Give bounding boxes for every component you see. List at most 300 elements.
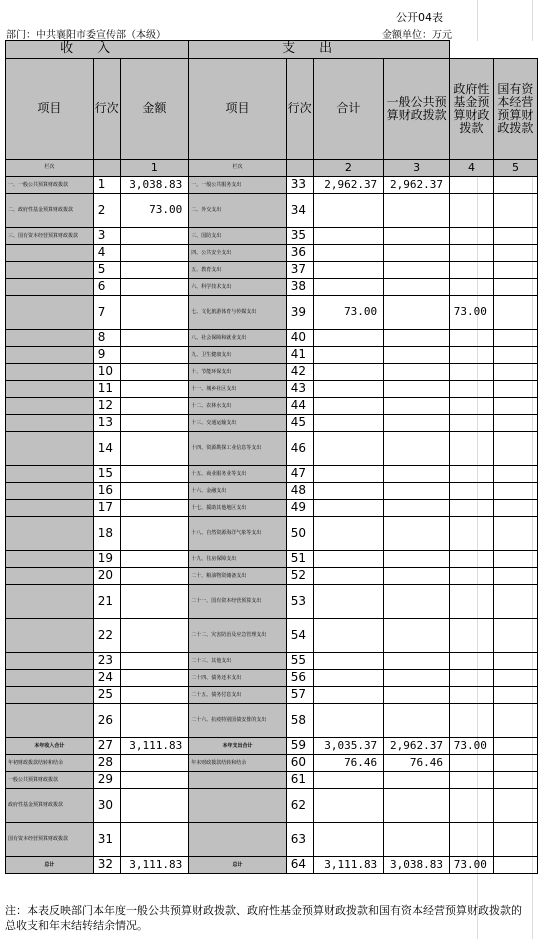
gov-fund-header: 政府性基金预算财政拨款 xyxy=(450,59,494,160)
gov-fund-amount xyxy=(450,364,494,381)
general-budget-amount xyxy=(384,432,450,466)
section-row xyxy=(6,41,538,59)
income-line: 13 xyxy=(93,415,120,432)
income-line: 2 xyxy=(93,194,120,228)
general-budget-amount xyxy=(384,347,450,364)
income-amount xyxy=(120,279,189,296)
expense-item: 四、公共安全支出 xyxy=(189,245,286,262)
income-amount xyxy=(120,398,189,415)
general-budget-amount xyxy=(384,772,450,789)
table-row xyxy=(6,500,538,517)
table-row xyxy=(6,347,538,364)
state-capital-amount xyxy=(493,619,537,653)
expense-line: 52 xyxy=(286,568,313,585)
income-item xyxy=(6,585,94,619)
state-capital-amount xyxy=(493,687,537,704)
income-line: 5 xyxy=(93,262,120,279)
table-row xyxy=(6,568,538,585)
income-line: 24 xyxy=(93,670,120,687)
gov-fund-amount xyxy=(450,704,494,738)
income-item xyxy=(6,330,94,347)
total-amount xyxy=(313,330,384,347)
expense-line: 51 xyxy=(286,551,313,568)
expense-line: 63 xyxy=(286,823,313,857)
expense-item: 二十一、国有资本经营预算支出 xyxy=(189,585,286,619)
expense-line: 40 xyxy=(286,330,313,347)
expense-line: 34 xyxy=(286,194,313,228)
state-capital-amount xyxy=(493,823,537,857)
income-item xyxy=(6,279,94,296)
expense-item: 十八、自然资源海洋气象等支出 xyxy=(189,517,286,551)
income-item xyxy=(6,347,94,364)
expense-line: 55 xyxy=(286,653,313,670)
gov-fund-amount xyxy=(450,245,494,262)
total-amount xyxy=(313,500,384,517)
income-item xyxy=(6,653,94,670)
income-amount xyxy=(120,432,189,466)
total-amount xyxy=(313,585,384,619)
expense-line: 58 xyxy=(286,704,313,738)
income-line: 32 xyxy=(93,857,120,874)
index-state-capital: 5 xyxy=(493,160,537,177)
income-line: 21 xyxy=(93,585,120,619)
total-amount xyxy=(313,245,384,262)
gov-fund-amount xyxy=(450,619,494,653)
income-amount xyxy=(120,755,189,772)
general-budget-amount xyxy=(384,398,450,415)
general-budget-amount: 76.46 xyxy=(384,755,450,772)
income-item xyxy=(6,500,94,517)
table-row xyxy=(6,466,538,483)
income-line: 4 xyxy=(93,245,120,262)
expense-line: 62 xyxy=(286,789,313,823)
income-amount-header: 金额 xyxy=(120,59,189,160)
total-amount xyxy=(313,279,384,296)
state-capital-amount xyxy=(493,653,537,670)
income-amount: 3,111.83 xyxy=(120,857,189,874)
gov-fund-amount xyxy=(450,415,494,432)
expense-item: 二、外交支出 xyxy=(189,194,286,228)
expense-line: 60 xyxy=(286,755,313,772)
expense-item: 七、文化旅游体育与传媒支出 xyxy=(189,296,286,330)
state-capital-amount xyxy=(493,415,537,432)
income-line: 27 xyxy=(93,738,120,755)
total-amount xyxy=(313,568,384,585)
income-line: 22 xyxy=(93,619,120,653)
gov-fund-amount xyxy=(450,500,494,517)
table-row xyxy=(6,704,538,738)
unit-label: 金额单位：万元 xyxy=(382,30,452,41)
table-row xyxy=(6,228,538,245)
income-amount xyxy=(120,687,189,704)
income-amount xyxy=(120,330,189,347)
table-row xyxy=(6,789,538,823)
expense-line: 45 xyxy=(286,415,313,432)
table-row xyxy=(6,194,538,228)
finance-table xyxy=(5,40,538,874)
total-amount xyxy=(313,789,384,823)
income-item xyxy=(6,704,94,738)
income-item xyxy=(6,483,94,500)
income-amount xyxy=(120,789,189,823)
expense-item: 二十三、其他支出 xyxy=(189,653,286,670)
expense-item: 十九、住房保障支出 xyxy=(189,551,286,568)
expense-line: 53 xyxy=(286,585,313,619)
table-row xyxy=(6,483,538,500)
income-line: 23 xyxy=(93,653,120,670)
income-line: 20 xyxy=(93,568,120,585)
expense-item: 五、教育支出 xyxy=(189,262,286,279)
general-budget-amount xyxy=(384,279,450,296)
general-budget-amount: 2,962.37 xyxy=(384,738,450,755)
expense-item: 十三、交通运输支出 xyxy=(189,415,286,432)
income-amount xyxy=(120,483,189,500)
expense-item: 十一、城乡社区支出 xyxy=(189,381,286,398)
state-capital-amount xyxy=(493,262,537,279)
table-row xyxy=(6,687,538,704)
general-budget-amount xyxy=(384,228,450,245)
expense-line: 44 xyxy=(286,398,313,415)
income-amount xyxy=(120,670,189,687)
table-row xyxy=(6,279,538,296)
expense-item-header: 项目 xyxy=(189,59,286,160)
table-row xyxy=(6,619,538,653)
gov-fund-amount xyxy=(450,823,494,857)
income-item: 三、国有资本经营预算财政拨款 xyxy=(6,228,94,245)
general-budget-amount xyxy=(384,500,450,517)
expense-item: 年末财政拨款结转和结余 xyxy=(189,755,286,772)
expense-line: 54 xyxy=(286,619,313,653)
general-budget-amount xyxy=(384,704,450,738)
total-amount xyxy=(313,772,384,789)
income-line: 26 xyxy=(93,704,120,738)
expense-item: 十五、商业服务业等支出 xyxy=(189,466,286,483)
general-budget-amount xyxy=(384,483,450,500)
index-general: 3 xyxy=(384,160,450,177)
income-line: 12 xyxy=(93,398,120,415)
income-item xyxy=(6,398,94,415)
gov-fund-amount xyxy=(450,585,494,619)
gov-fund-amount xyxy=(450,789,494,823)
general-budget-amount xyxy=(384,789,450,823)
index-gov-fund: 4 xyxy=(450,160,494,177)
gov-fund-amount: 73.00 xyxy=(450,296,494,330)
total-amount: 2,962.37 xyxy=(313,177,384,194)
state-capital-amount xyxy=(493,245,537,262)
income-amount xyxy=(120,517,189,551)
state-capital-amount xyxy=(493,381,537,398)
expense-item xyxy=(189,823,286,857)
index-income-amount: 1 xyxy=(120,160,189,177)
expense-line: 64 xyxy=(286,857,313,874)
state-capital-amount xyxy=(493,194,537,228)
table-row xyxy=(6,245,538,262)
income-item xyxy=(6,619,94,653)
expense-line: 49 xyxy=(286,500,313,517)
gov-fund-amount xyxy=(450,670,494,687)
income-amount xyxy=(120,415,189,432)
index-expense-line xyxy=(286,160,313,177)
income-amount xyxy=(120,347,189,364)
table-row xyxy=(6,755,538,772)
expense-line: 39 xyxy=(286,296,313,330)
general-budget-amount xyxy=(384,517,450,551)
total-amount: 76.46 xyxy=(313,755,384,772)
total-amount xyxy=(313,398,384,415)
gov-fund-amount xyxy=(450,194,494,228)
income-line: 31 xyxy=(93,823,120,857)
expense-item: 九、卫生健康支出 xyxy=(189,347,286,364)
column-index-row xyxy=(6,160,538,177)
table-row xyxy=(6,772,538,789)
expense-line: 37 xyxy=(286,262,313,279)
income-item xyxy=(6,670,94,687)
gov-fund-amount xyxy=(450,398,494,415)
table-note: 注：本表反映部门本年度一般公共预算财政拨款、政府性基金预算财政拨款和国有资本经营预算财政拨款的总收支和年末结转结余情况。 xyxy=(5,904,522,932)
index-income-item: 栏次 xyxy=(6,160,94,177)
general-budget-amount xyxy=(384,568,450,585)
table-row xyxy=(6,330,538,347)
income-item xyxy=(6,415,94,432)
income-item xyxy=(6,364,94,381)
income-line: 15 xyxy=(93,466,120,483)
income-amount xyxy=(120,772,189,789)
income-amount xyxy=(120,704,189,738)
table-row xyxy=(6,551,538,568)
total-amount xyxy=(313,653,384,670)
gov-fund-amount xyxy=(450,517,494,551)
income-item xyxy=(6,296,94,330)
index-total: 2 xyxy=(313,160,384,177)
total-amount xyxy=(313,262,384,279)
expense-line: 61 xyxy=(286,772,313,789)
general-budget-amount xyxy=(384,585,450,619)
income-item xyxy=(6,262,94,279)
table-row xyxy=(6,381,538,398)
gov-fund-amount xyxy=(450,432,494,466)
general-budget-amount xyxy=(384,670,450,687)
expense-line: 50 xyxy=(286,517,313,551)
form-code: 公开04表 xyxy=(396,11,443,24)
income-line: 7 xyxy=(93,296,120,330)
income-item xyxy=(6,687,94,704)
expense-item: 十、节能环保支出 xyxy=(189,364,286,381)
income-amount: 73.00 xyxy=(120,194,189,228)
total-amount xyxy=(313,194,384,228)
income-line: 29 xyxy=(93,772,120,789)
gov-fund-amount xyxy=(450,466,494,483)
state-capital-amount xyxy=(493,228,537,245)
expense-line-header: 行次 xyxy=(286,59,313,160)
expense-line: 41 xyxy=(286,347,313,364)
income-amount xyxy=(120,381,189,398)
gov-fund-amount xyxy=(450,772,494,789)
expense-item: 二十、粮油物资储备支出 xyxy=(189,568,286,585)
total-amount xyxy=(313,483,384,500)
expense-item xyxy=(189,789,286,823)
general-budget-amount xyxy=(384,262,450,279)
total-amount xyxy=(313,823,384,857)
total-amount xyxy=(313,551,384,568)
income-item: 一、一般公共预算财政拨款 xyxy=(6,177,94,194)
state-capital-amount xyxy=(493,330,537,347)
total-amount xyxy=(313,432,384,466)
expense-line: 33 xyxy=(286,177,313,194)
total-amount xyxy=(313,415,384,432)
state-capital-amount xyxy=(493,483,537,500)
expense-line: 43 xyxy=(286,381,313,398)
general-budget-amount: 2,962.37 xyxy=(384,177,450,194)
income-line: 3 xyxy=(93,228,120,245)
gov-fund-amount xyxy=(450,347,494,364)
income-item-header: 项目 xyxy=(6,59,94,160)
income-amount xyxy=(120,585,189,619)
expense-item: 十七、援助其他地区支出 xyxy=(189,500,286,517)
total-amount xyxy=(313,228,384,245)
total-amount xyxy=(313,704,384,738)
table-row xyxy=(6,823,538,857)
income-amount xyxy=(120,245,189,262)
table-row xyxy=(6,670,538,687)
gov-fund-amount xyxy=(450,262,494,279)
income-line: 16 xyxy=(93,483,120,500)
state-capital-amount xyxy=(493,177,537,194)
state-capital-amount xyxy=(493,738,537,755)
expense-line: 57 xyxy=(286,687,313,704)
income-amount: 3,038.83 xyxy=(120,177,189,194)
state-capital-amount xyxy=(493,398,537,415)
general-budget-amount xyxy=(384,245,450,262)
expense-item: 十二、农林水支出 xyxy=(189,398,286,415)
income-amount xyxy=(120,364,189,381)
expense-item: 八、社会保障和就业支出 xyxy=(189,330,286,347)
income-line: 19 xyxy=(93,551,120,568)
income-line: 11 xyxy=(93,381,120,398)
income-item: 本年收入合计 xyxy=(6,738,94,755)
state-capital-amount xyxy=(493,789,537,823)
total-amount xyxy=(313,517,384,551)
income-amount xyxy=(120,500,189,517)
income-item xyxy=(6,466,94,483)
income-line: 17 xyxy=(93,500,120,517)
index-expense-item: 栏次 xyxy=(189,160,286,177)
state-capital-amount xyxy=(493,704,537,738)
table-row xyxy=(6,585,538,619)
state-capital-amount xyxy=(493,585,537,619)
expense-item: 一、一般公共服务支出 xyxy=(189,177,286,194)
total-amount xyxy=(313,619,384,653)
total-amount xyxy=(313,381,384,398)
gov-fund-amount xyxy=(450,228,494,245)
general-budget-amount xyxy=(384,415,450,432)
table-row xyxy=(6,177,538,194)
expense-section-header: 支出 xyxy=(189,41,450,59)
general-budget-amount xyxy=(384,823,450,857)
state-capital-header: 国有资本经营预算财政拨款 xyxy=(493,59,537,160)
total-amount xyxy=(313,466,384,483)
total-amount: 3,111.83 xyxy=(313,857,384,874)
income-item xyxy=(6,245,94,262)
income-amount xyxy=(120,228,189,245)
expense-line: 42 xyxy=(286,364,313,381)
expense-line: 47 xyxy=(286,466,313,483)
table-row xyxy=(6,738,538,755)
income-line: 1 xyxy=(93,177,120,194)
income-item: 政府性基金预算财政拨款 xyxy=(6,789,94,823)
general-budget-amount xyxy=(384,619,450,653)
gov-fund-amount xyxy=(450,653,494,670)
income-item xyxy=(6,432,94,466)
income-amount xyxy=(120,823,189,857)
income-item xyxy=(6,551,94,568)
general-budget-header: 一般公共预算财政拨款 xyxy=(384,59,450,160)
income-line: 30 xyxy=(93,789,120,823)
total-amount: 73.00 xyxy=(313,296,384,330)
income-amount xyxy=(120,466,189,483)
general-budget-amount xyxy=(384,653,450,670)
income-line: 14 xyxy=(93,432,120,466)
state-capital-amount xyxy=(493,857,537,874)
expense-item: 二十六、抗疫特别国债安排的支出 xyxy=(189,704,286,738)
gov-fund-amount xyxy=(450,687,494,704)
total-amount xyxy=(313,364,384,381)
state-capital-amount xyxy=(493,279,537,296)
table-row xyxy=(6,364,538,381)
department-label: 部门：中共襄阳市委宣传部（本级） xyxy=(6,30,166,41)
income-amount xyxy=(120,296,189,330)
total-amount xyxy=(313,670,384,687)
income-line-header: 行次 xyxy=(93,59,120,160)
income-item xyxy=(6,381,94,398)
state-capital-amount xyxy=(493,517,537,551)
expense-item: 六、科学技术支出 xyxy=(189,279,286,296)
general-budget-amount xyxy=(384,296,450,330)
income-item: 总计 xyxy=(6,857,94,874)
general-budget-amount xyxy=(384,194,450,228)
income-section-header: 收入 xyxy=(6,41,189,59)
income-item: 一般公共预算财政拨款 xyxy=(6,772,94,789)
total-amount xyxy=(313,347,384,364)
income-line: 28 xyxy=(93,755,120,772)
table-row xyxy=(6,653,538,670)
income-amount xyxy=(120,619,189,653)
gov-fund-amount xyxy=(450,330,494,347)
general-budget-amount xyxy=(384,381,450,398)
state-capital-amount xyxy=(493,755,537,772)
general-budget-amount xyxy=(384,330,450,347)
gov-fund-amount: 73.00 xyxy=(450,857,494,874)
income-line: 10 xyxy=(93,364,120,381)
state-capital-amount xyxy=(493,364,537,381)
general-budget-amount xyxy=(384,551,450,568)
state-capital-amount xyxy=(493,551,537,568)
general-budget-amount xyxy=(384,466,450,483)
state-capital-amount xyxy=(493,772,537,789)
expense-item: 本年支出合计 xyxy=(189,738,286,755)
table-row xyxy=(6,857,538,874)
gov-fund-amount xyxy=(450,755,494,772)
income-line: 6 xyxy=(93,279,120,296)
gov-fund-amount xyxy=(450,279,494,296)
expense-item: 二十四、债务还本支出 xyxy=(189,670,286,687)
expense-line: 48 xyxy=(286,483,313,500)
expense-item: 十四、资源勘探工业信息等支出 xyxy=(189,432,286,466)
expense-item: 三、国防支出 xyxy=(189,228,286,245)
table-row xyxy=(6,262,538,279)
index-income-line xyxy=(93,160,120,177)
expense-item: 十六、金融支出 xyxy=(189,483,286,500)
expense-line: 59 xyxy=(286,738,313,755)
